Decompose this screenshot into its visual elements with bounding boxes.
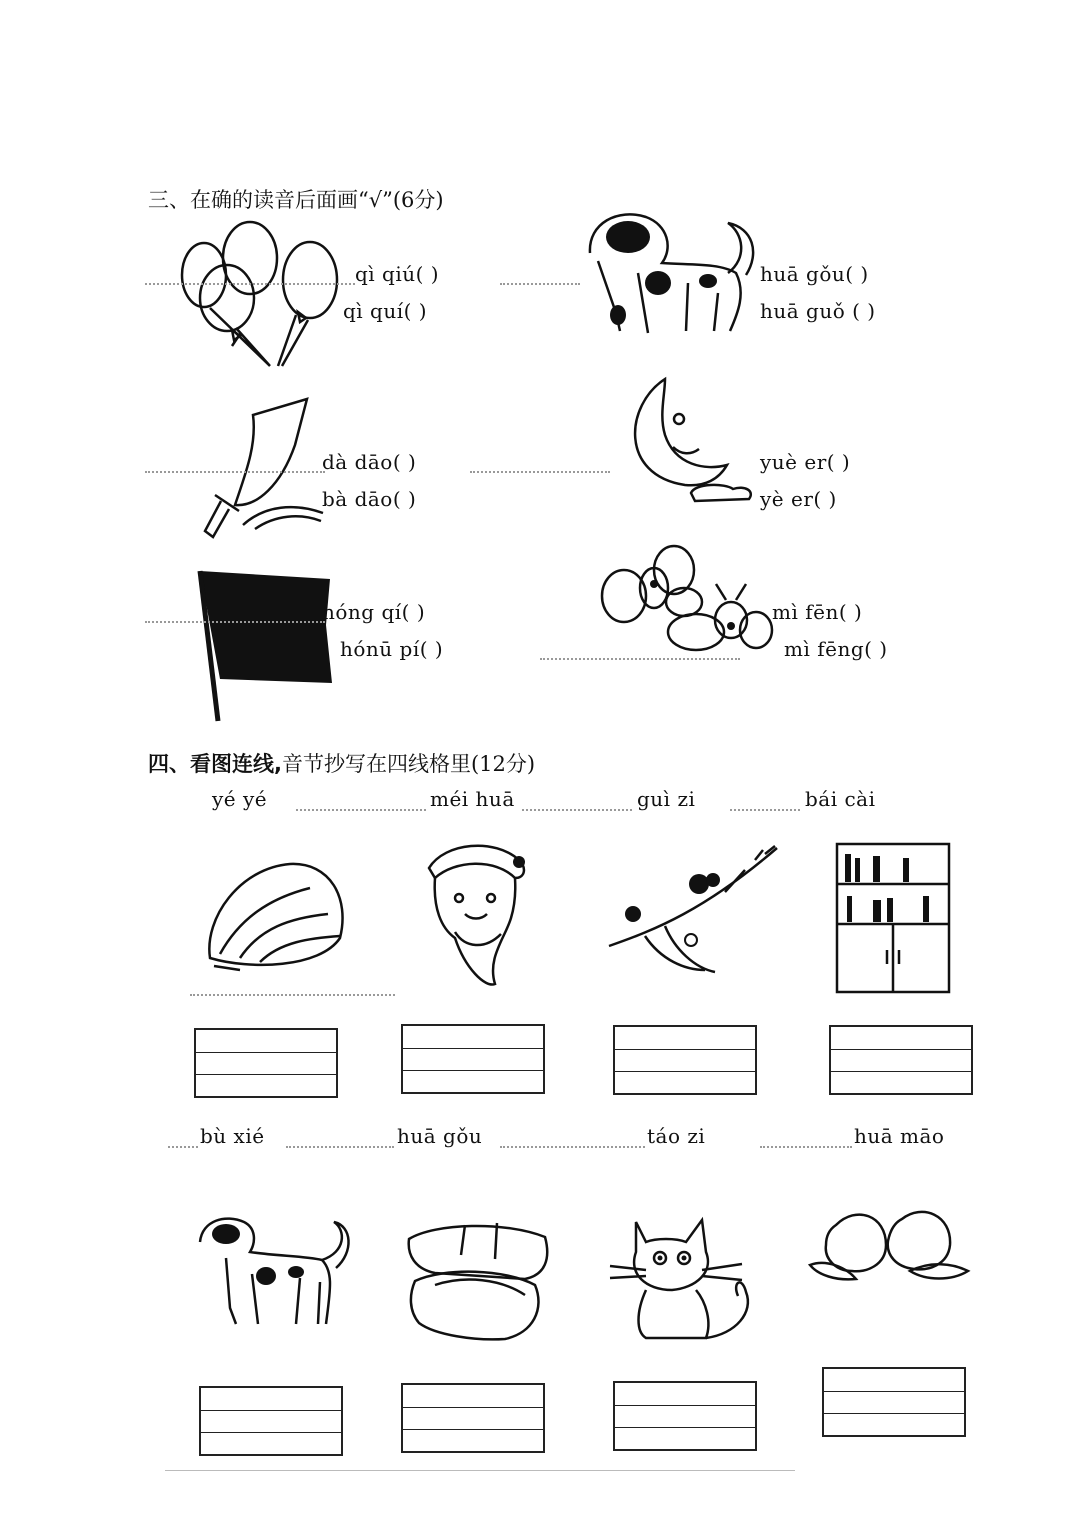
option-bee-a[interactable]: mì fēn( )	[772, 600, 863, 624]
writing-grid-4[interactable]	[829, 1025, 973, 1095]
plum-blossom-icon[interactable]	[605, 840, 785, 980]
cabinet-icon[interactable]	[833, 840, 953, 995]
dog-icon[interactable]	[196, 1212, 354, 1330]
option-flag-a[interactable]: hóng qí( )	[322, 600, 426, 624]
broadsword-icon	[195, 395, 330, 540]
writing-grid-1[interactable]	[194, 1028, 338, 1098]
writing-grid-8[interactable]	[822, 1367, 966, 1437]
option-dog-b[interactable]: huā guǒ ( )	[760, 299, 876, 323]
word-bai-cai[interactable]: bái cài	[805, 787, 876, 811]
crescent-moon-icon	[615, 375, 760, 510]
option-moon-b[interactable]: yè er( )	[760, 487, 837, 511]
writing-grid-6[interactable]	[401, 1383, 545, 1453]
grandpa-icon[interactable]	[415, 838, 535, 990]
word-hua-mao[interactable]: huā māo	[854, 1124, 945, 1148]
section3-title: 三、在确的读音后面画“√”(6分)	[148, 188, 444, 212]
word-hua-gou[interactable]: huā gǒu	[397, 1124, 483, 1148]
section4-title	[148, 748, 535, 778]
option-dog-a[interactable]: huā gǒu( )	[760, 262, 869, 286]
option-sword-a[interactable]: dà dāo( )	[322, 450, 417, 474]
option-flag-b[interactable]: hónū pí( )	[340, 637, 444, 661]
section4-title-rest: 音节抄写在四线格里(12分)	[281, 752, 536, 776]
spotted-dog-icon	[578, 203, 763, 338]
word-ye-ye[interactable]: yé yé	[212, 787, 268, 811]
word-tao-zi[interactable]: táo zi	[647, 1124, 706, 1148]
peaches-icon[interactable]	[806, 1205, 971, 1285]
cat-icon[interactable]	[606, 1212, 758, 1342]
word-bu-xie[interactable]: bù xié	[200, 1124, 265, 1148]
option-bee-b[interactable]: mì fēng( )	[784, 637, 888, 661]
option-balloon-a[interactable]: qì qiú( )	[355, 262, 440, 286]
option-moon-a[interactable]: yuè er( )	[760, 450, 851, 474]
cloth-shoes-icon[interactable]	[405, 1215, 553, 1345]
writing-grid-5[interactable]	[199, 1386, 343, 1456]
red-flag-icon	[190, 565, 340, 725]
bees-icon	[596, 540, 776, 660]
writing-grid-3[interactable]	[613, 1025, 757, 1095]
balloons-icon	[170, 220, 345, 370]
writing-grid-7[interactable]	[613, 1381, 757, 1451]
cabbage-icon[interactable]	[200, 858, 355, 973]
section4-title-bold: 四、看图连线,	[148, 752, 282, 776]
writing-grid-2[interactable]	[401, 1024, 545, 1094]
option-balloon-b[interactable]: qì quí( )	[343, 299, 428, 323]
word-gui-zi[interactable]: guì zi	[637, 787, 696, 811]
word-mei-hua[interactable]: méi huā	[430, 787, 515, 811]
bottom-divider	[165, 1470, 795, 1471]
option-sword-b[interactable]: bà dāo( )	[322, 487, 417, 511]
